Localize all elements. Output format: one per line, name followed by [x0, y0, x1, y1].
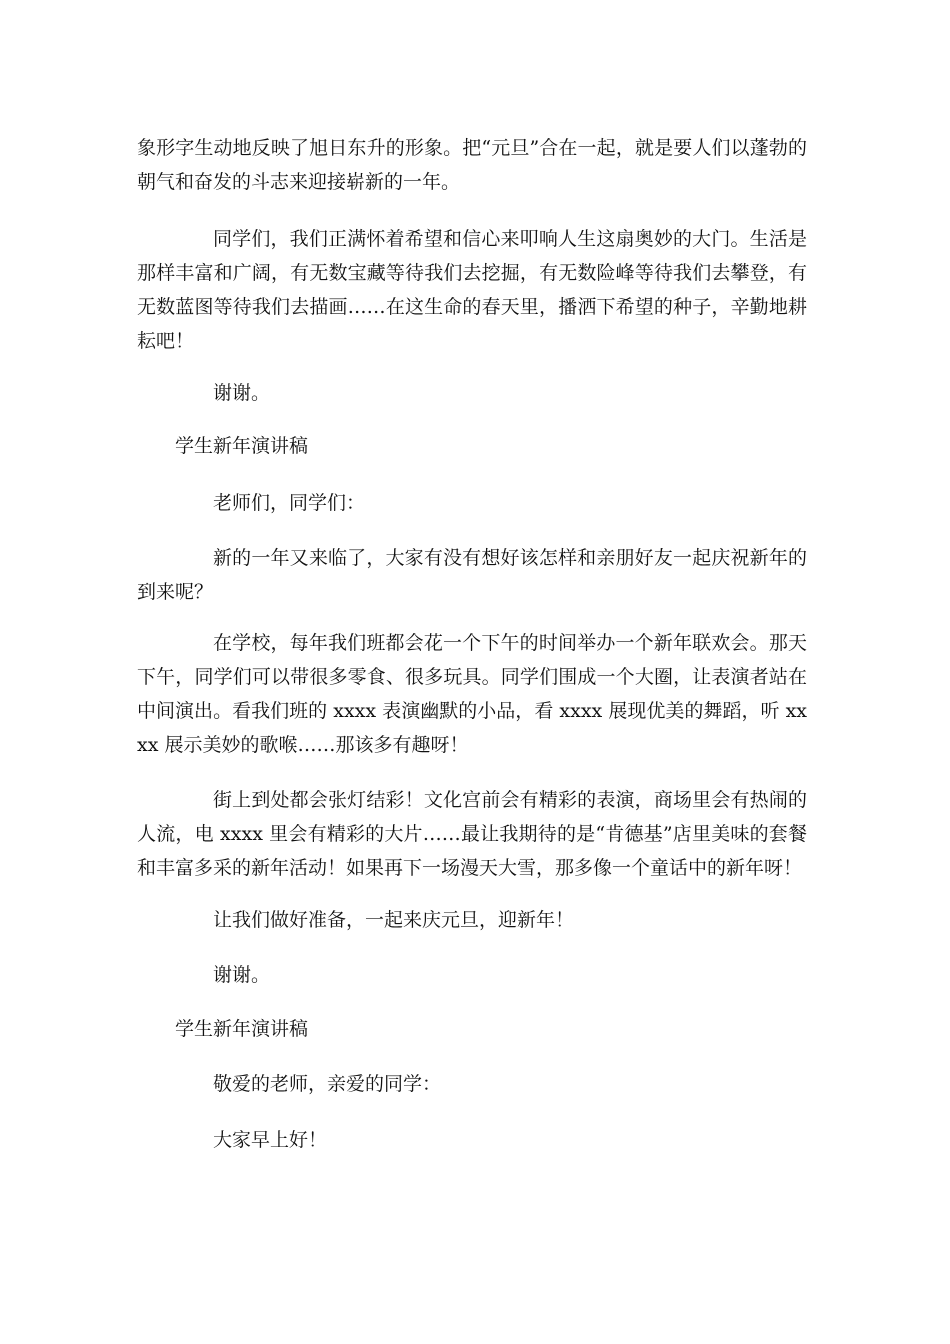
paragraph-5: 街上到处都会张灯结彩！文化宫前会有精彩的表演，商场里会有热闹的人流，电 xxxx 里会有精彩的大片……最让我期待的是“肯德基”店里美味的套餐和丰富多采的新年活动！如果再下一场漫天大雪，那多像一个童话中的新年呀！: [137, 789, 807, 879]
section-title-2: 学生新年演讲稿: [175, 1018, 309, 1040]
paragraph-4: 在学校，每年我们班都会花一个下午的时间举办一个新年联欢会。那天下午，同学们可以带很多零食、很多玩具。同学们围成一个大圈，让表演者站在中间演出。看我们班的 xxxx 表演幽默的小品，看 xxxx 展现优美的舞蹈，听 xxxx 展示美妙的歌喉……那该多有趣呀！: [137, 632, 807, 756]
paragraph-3: 新的一年又来临了，大家有没有想好该怎样和亲朋好友一起庆祝新年的到来呢？: [137, 547, 807, 603]
greeting-2: 敬爱的老师，亲爱的同学：: [213, 1073, 442, 1095]
paragraph-thanks-2: 谢谢。: [213, 964, 271, 986]
paragraph-6: 让我们做好准备，一起来庆元旦，迎新年！: [213, 909, 575, 931]
paragraph-2: 同学们，我们正满怀着希望和信心来叩响人生这扇奥妙的大门。生活是那样丰富和广阔，有无数宝藏等待我们去挖掘，有无数险峰等待我们去攀登，有无数蓝图等待我们去描画……在这生命的春天里，播洒下希望的种子，辛勤地耕耘吧！: [137, 228, 807, 352]
section-title-1: 学生新年演讲稿: [175, 435, 309, 457]
greeting-1: 老师们，同学们：: [213, 492, 366, 514]
paragraph-1: 象形字生动地反映了旭日东升的形象。把“元旦”合在一起，就是要人们以蓬勃的朝气和奋发的斗志来迎接崭新的一年。: [137, 137, 807, 193]
paragraph-7: 大家早上好！: [213, 1129, 328, 1151]
paragraph-thanks-1: 谢谢。: [213, 382, 271, 404]
